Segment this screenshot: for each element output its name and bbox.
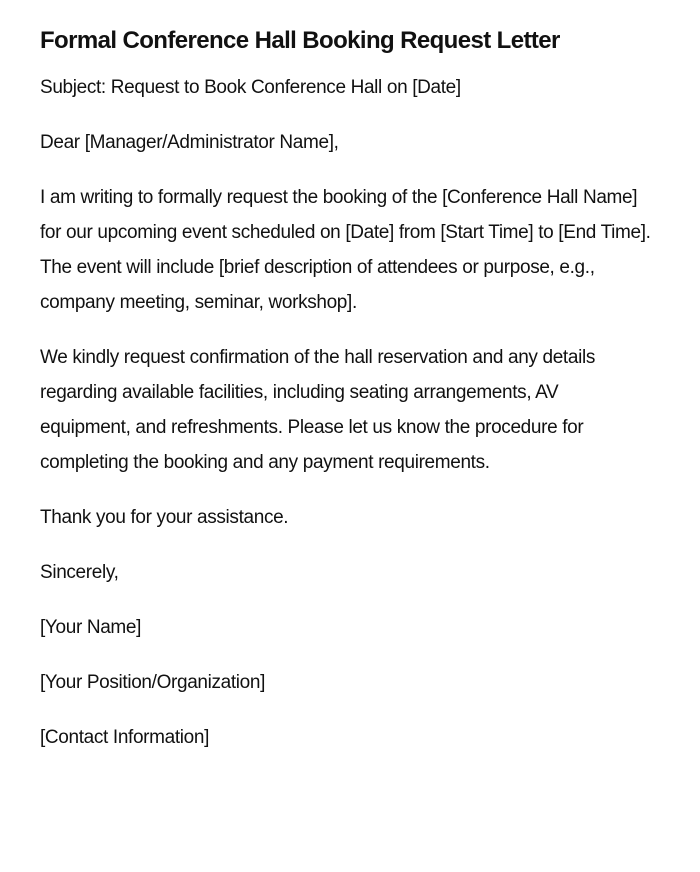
letter-closing: Sincerely, — [40, 562, 119, 583]
letter-document — [40, 24, 652, 775]
signature-name: [Your Name] — [40, 617, 142, 638]
signature-contact: [Contact Information] — [40, 727, 210, 748]
letter-paragraph-request: I am writing to formally request the booking of the [Conference Hall Name] for our upcoming event scheduled on [Date] from [Start Time] to [End Time]. The event will include [brief description of attendees or purpose, e.g., company meeting, seminar, workshop]. — [40, 187, 651, 313]
signature-position: [Your Position/Organization] — [40, 672, 266, 693]
letter-paragraph-thanks: Thank you for your assistance. — [40, 507, 289, 528]
letter-salutation: Dear [Manager/Administrator Name], — [40, 132, 339, 153]
letter-title: Formal Conference Hall Booking Request Letter — [40, 27, 560, 54]
letter-subject: Subject: Request to Book Conference Hall on [Date] — [40, 77, 461, 98]
letter-paragraph-confirmation: We kindly request confirmation of the hall reservation and any details regarding available facilities, including seating arrangements, AV equipment, and refreshments. Please let us know the procedure for completing the booking and any payment requirements. — [40, 347, 595, 473]
